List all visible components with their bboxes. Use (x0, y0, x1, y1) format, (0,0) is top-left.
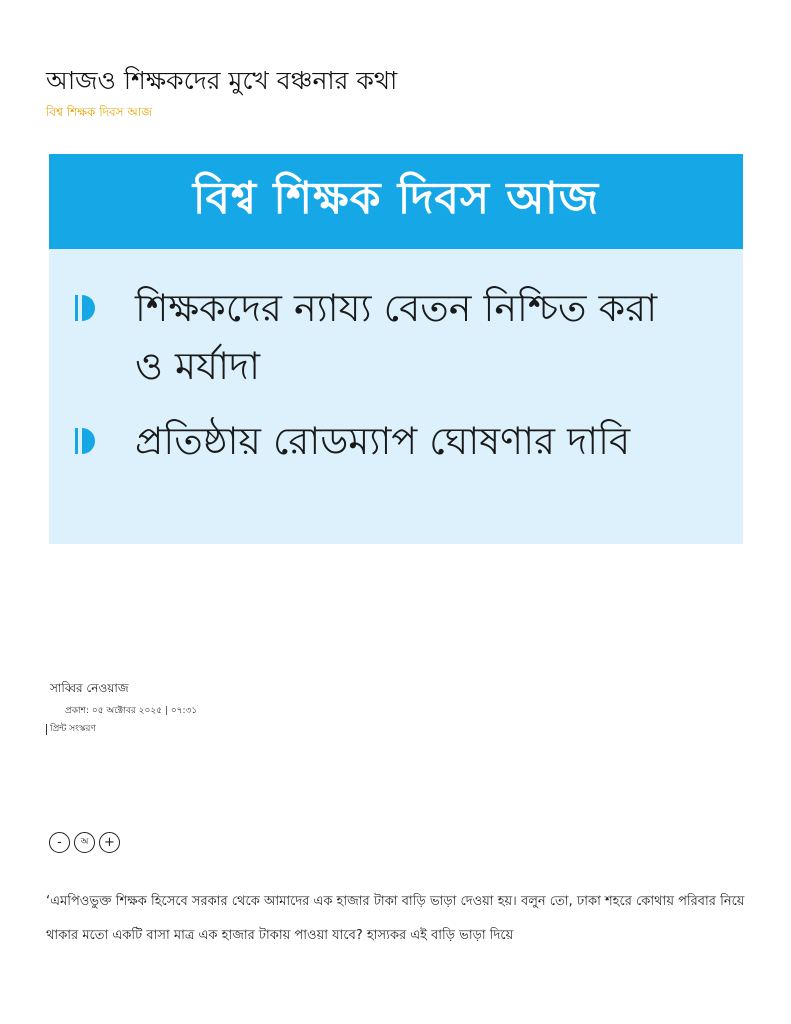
print-edition-label: প্রিন্ট সংস্করণ (46, 724, 96, 735)
graphic-point-text: শিক্ষকদের ন্যায্য বেতন নিশ্চিত করা ও মর্যাদা (135, 286, 658, 388)
reset-font-button[interactable]: অ (74, 832, 95, 853)
increase-font-button[interactable]: + (99, 832, 120, 853)
publish-date: প্রকাশ: ০৫ অক্টোবর ২০২৫ | ০৭:৩১ (65, 706, 198, 716)
half-circle-bullet-icon (75, 424, 105, 458)
article-body: ‘এমপিওভুক্ত শিক্ষক হিসেবে সরকার থেকে আমাদের এক হাজার টাকা বাড়ি ভাড়া দেওয়া হয়। বলুন তো, ঢাকা শহরে কোথায় পরিবার নিয়ে থাকার মতো একটি বাসা মাত্র এক হাজার টাকায় পাওয়া যাবে? হাস্যকর এই বাড়ি ভাড়া দিয়ে (46, 894, 745, 943)
article-headline: আজও শিক্ষকদের মুখে বঞ্চনার কথা (46, 66, 398, 95)
article-graphic (49, 154, 743, 544)
half-circle-bullet-icon (75, 291, 105, 325)
graphic-header: বিশ্ব শিক্ষক দিবস আজ (49, 154, 743, 249)
graphic-point (75, 412, 695, 470)
author-name[interactable]: সাব্বির নেওয়াজ (50, 681, 129, 695)
graphic-point-text: প্রতিষ্ঠায় রোডম্যাপ ঘোষণার দাবি (135, 419, 631, 463)
graphic-point (75, 279, 695, 395)
decrease-font-button[interactable]: - (49, 832, 70, 853)
category-link[interactable]: বিশ্ব শিক্ষক দিবস আজ (46, 105, 153, 119)
font-size-controls (49, 832, 120, 853)
